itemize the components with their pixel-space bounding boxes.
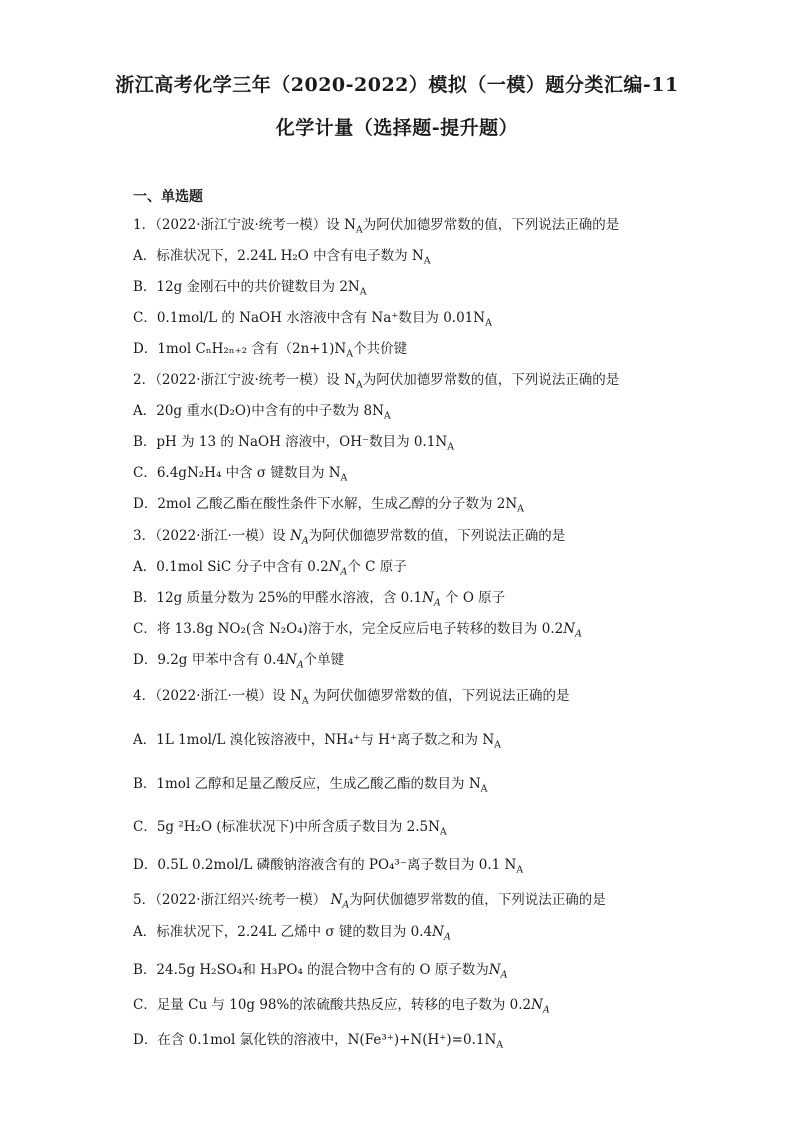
- question-3-option-b: B．12g 质量分数为 25%的甲醛水溶液，含 $0.1N_A$ 个 O 原子: [133, 590, 506, 609]
- section-heading: 一、单选题: [133, 189, 203, 205]
- question-4-option-c: C．5g ²H₂O (标准状况下)中所含质子数目为 $2.5N_A$: [133, 819, 447, 838]
- question-2-option-d: D．2mol 乙酸乙酯在酸性条件下水解，生成乙醇的分子数为 $2N_A$: [133, 496, 524, 515]
- question-4-option-a: A．1L 1mol/L 溴化铵溶液中，NH₄⁺与 H⁺离子数之和为 $N_A$: [133, 732, 501, 751]
- question-5-option-d: D．在含 0.1mol 氯化铁的溶液中，$N(Fe^{3+})+N(H^+)=0.1N_A$: [133, 1032, 504, 1051]
- question-3-stem: 3．（2022·浙江·一模）设 $N_A$为阿伏伽德罗常数的值，下列说法正确的是: [133, 528, 566, 547]
- question-5-option-c: C．足量 Cu 与 10g 98%的浓硫酸共热反应，转移的电子数为 $0.2N_A$: [133, 997, 550, 1016]
- question-2-stem: 2．（2022·浙江宁波·统考一模）设 $N_A$为阿伏加德罗常数的值，下列说法正确的是: [133, 372, 620, 391]
- question-1-option-b: B．12g 金刚石中的共价键数目为 $2N_A$: [133, 279, 367, 298]
- question-1-stem: 1．（2022·浙江宁波·统考一模）设 $N_A$为阿伏加德罗常数的值，下列说法正确的是: [133, 217, 620, 236]
- title-line-2: 化学计量（选择题-提升题）: [275, 117, 519, 139]
- question-3-option-c: C．将 13.8g NO₂(含 N₂O₄)溶于水，完全反应后电子转移的数目为 $0.2N_A$: [133, 621, 582, 640]
- question-4-stem: 4．（2022·浙江·一模）设 $N_A$ 为阿伏伽德罗常数的值，下列说法正确的是: [133, 688, 570, 707]
- question-2-option-b: B．pH 为 13 的 NaOH 溶液中，OH⁻数目为 $0.1N_A$: [133, 434, 455, 453]
- question-5-option-a: A．标准状况下，2.24L 乙烯中 σ 键的数目为 $0.4N_A$: [133, 924, 451, 943]
- question-4-option-b: B．1mol 乙醇和足量乙酸反应，生成乙酸乙酯的数目为 $N_A$: [133, 776, 488, 795]
- question-5-option-b: B．24.5g H₂SO₄和 H₃PO₄ 的混合物中含有的 O 原子数为$N_A$: [133, 962, 508, 981]
- question-2-option-a: A．20g 重水(D₂O)中含有的中子数为 $8N_A$: [133, 403, 391, 422]
- question-5-stem: 5．（2022·浙江绍兴·统考一模） $N_A$为阿伏伽德罗常数的值，下列说法正确的是: [133, 892, 606, 911]
- question-1-option-a: A．标准状况下，2.24L H₂O 中含有电子数为 $N_A$: [133, 248, 431, 267]
- question-3-option-a: A．0.1mol SiC 分子中含有 $0.2N_A$个 C 原子: [133, 559, 407, 578]
- title-line-1: 浙江高考化学三年（2020-2022）模拟（一模）题分类汇编-11: [115, 74, 679, 96]
- question-3-option-d: D．9.2g 甲苯中含有 $0.4N_A$个单键: [133, 652, 345, 671]
- question-1-option-d: D．1mol CₙH₂ₙ₊₂ 含有$(2n+1)N_A$个共价键: [133, 341, 408, 360]
- question-4-option-d: D．0.5L 0.2mol/L 磷酸钠溶液含有的 PO₄³⁻离子数目为 0.1 $N_A$: [133, 857, 524, 876]
- question-1-option-c: C．0.1mol/L 的 NaOH 水溶液中含有 Na⁺数目为 $0.01N_A$: [133, 310, 492, 329]
- question-2-option-c: C．6.4gN₂H₄ 中含 σ 键数目为 $N_A$: [133, 465, 348, 484]
